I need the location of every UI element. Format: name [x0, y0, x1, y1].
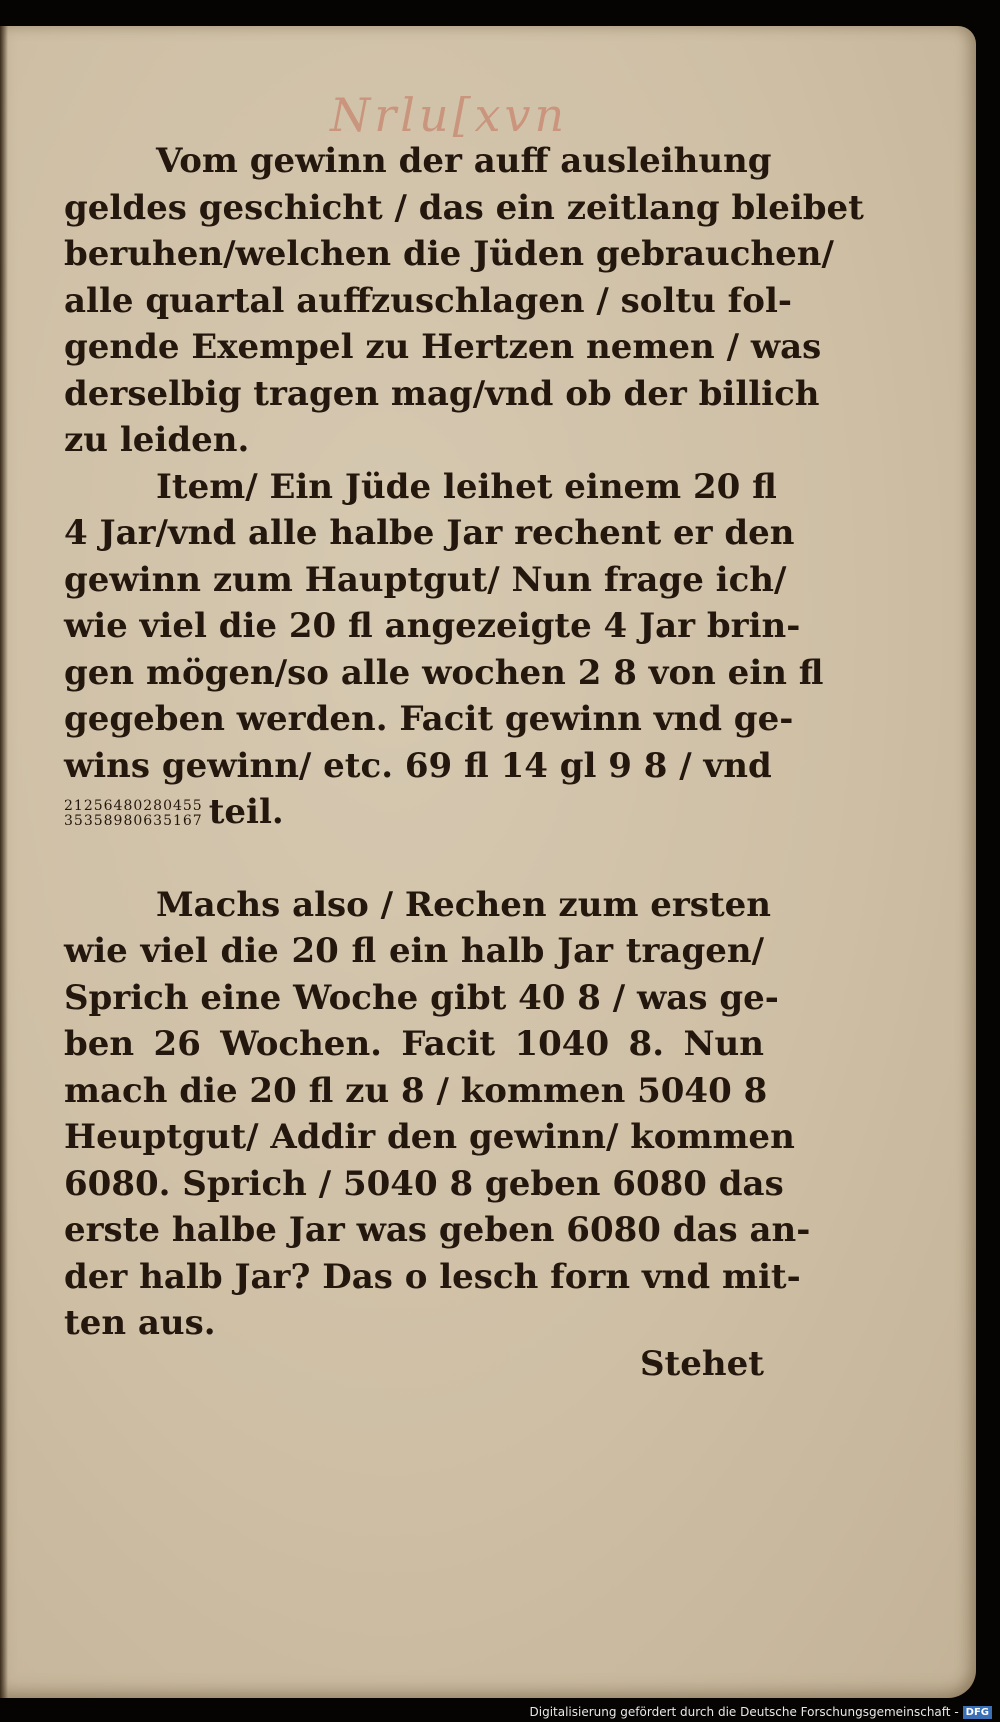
fraction-suffix: teil.	[208, 792, 284, 832]
text-line: 6080. Sprich / 5040 8 geben 6080 das	[64, 1163, 784, 1204]
text-line: gende Exempel zu Hertzen nemen / was	[64, 327, 822, 367]
text-line: geldes geschicht / das ein zeitlang bleibet	[64, 187, 864, 228]
text-line: alle quartal auffzuschlagen / soltu fol-	[64, 280, 792, 321]
text-line: gegeben werden. Facit gewinn vnd ge-	[64, 699, 794, 739]
text-line: zu leiden.	[64, 420, 250, 460]
text-line: Item/ Ein Jüde leihet einem 20 fl	[156, 466, 777, 507]
text-line: Machs also / Rechen zum ersten	[156, 884, 772, 925]
paragraph-1	[64, 138, 864, 464]
paragraph-gap	[64, 836, 764, 882]
text-line: wie viel die 20 fl angezeigte 4 Jar brin-	[64, 606, 801, 646]
fraction-denominator: 35358980635167	[64, 813, 203, 829]
text-line: derselbig tragen mag/vnd ob der billich	[64, 373, 820, 414]
digitization-credit	[530, 1704, 993, 1720]
text-line: erste halbe Jar was geben 6080 das an-	[64, 1210, 811, 1250]
text-line: gen mögen/so alle wochen 2 8 von ein fl	[64, 652, 824, 693]
page-gutter-shadow	[0, 26, 8, 1698]
text-line: gewinn zum Hauptgut/ Nun frage ich/	[64, 559, 787, 600]
text-line: ben 26 Wochen. Facit 1040 8. Nun	[64, 1024, 764, 1064]
paragraph-2	[64, 464, 824, 836]
text-line: Vom gewinn der auff ausleihung	[156, 141, 772, 181]
text-line: ten aus.	[64, 1303, 216, 1343]
text-line: mach die 20 fl zu 8 / kommen 5040 8	[64, 1070, 768, 1111]
handwritten-marginalia: Nrlu[xvn	[330, 88, 569, 142]
text-line: Sprich eine Woche gibt 40 8 / was ge-	[64, 977, 779, 1018]
text-line: 4 Jar/vnd alle halbe Jar rechent er den	[64, 513, 795, 553]
text-line: wie viel die 20 fl ein halb Jar tragen/	[64, 931, 764, 971]
fraction	[64, 799, 203, 829]
credit-text: Digitalisierung gefördert durch die Deutsche Forschungsgemeinschaft -	[529, 1705, 959, 1719]
text-line: der halb Jar? Das o lesch forn vnd mit-	[64, 1256, 801, 1297]
text-line: beruhen/welchen die Jüden gebrauchen/	[64, 234, 834, 274]
text-line: Heuptgut/ Addir den gewinn/ kommen	[64, 1117, 795, 1157]
catchword: Stehet	[640, 1344, 764, 1384]
page-text	[64, 138, 864, 1347]
dfg-logo-icon: DFG	[963, 1706, 992, 1719]
text-line: wins gewinn/ etc. 69 fl 14 gl 9 8 / vnd	[64, 745, 772, 786]
fraction-numerator: 21256480280455	[64, 798, 203, 814]
paragraph-3	[64, 882, 811, 1347]
fraction-line	[64, 789, 764, 836]
book-page	[0, 26, 976, 1698]
